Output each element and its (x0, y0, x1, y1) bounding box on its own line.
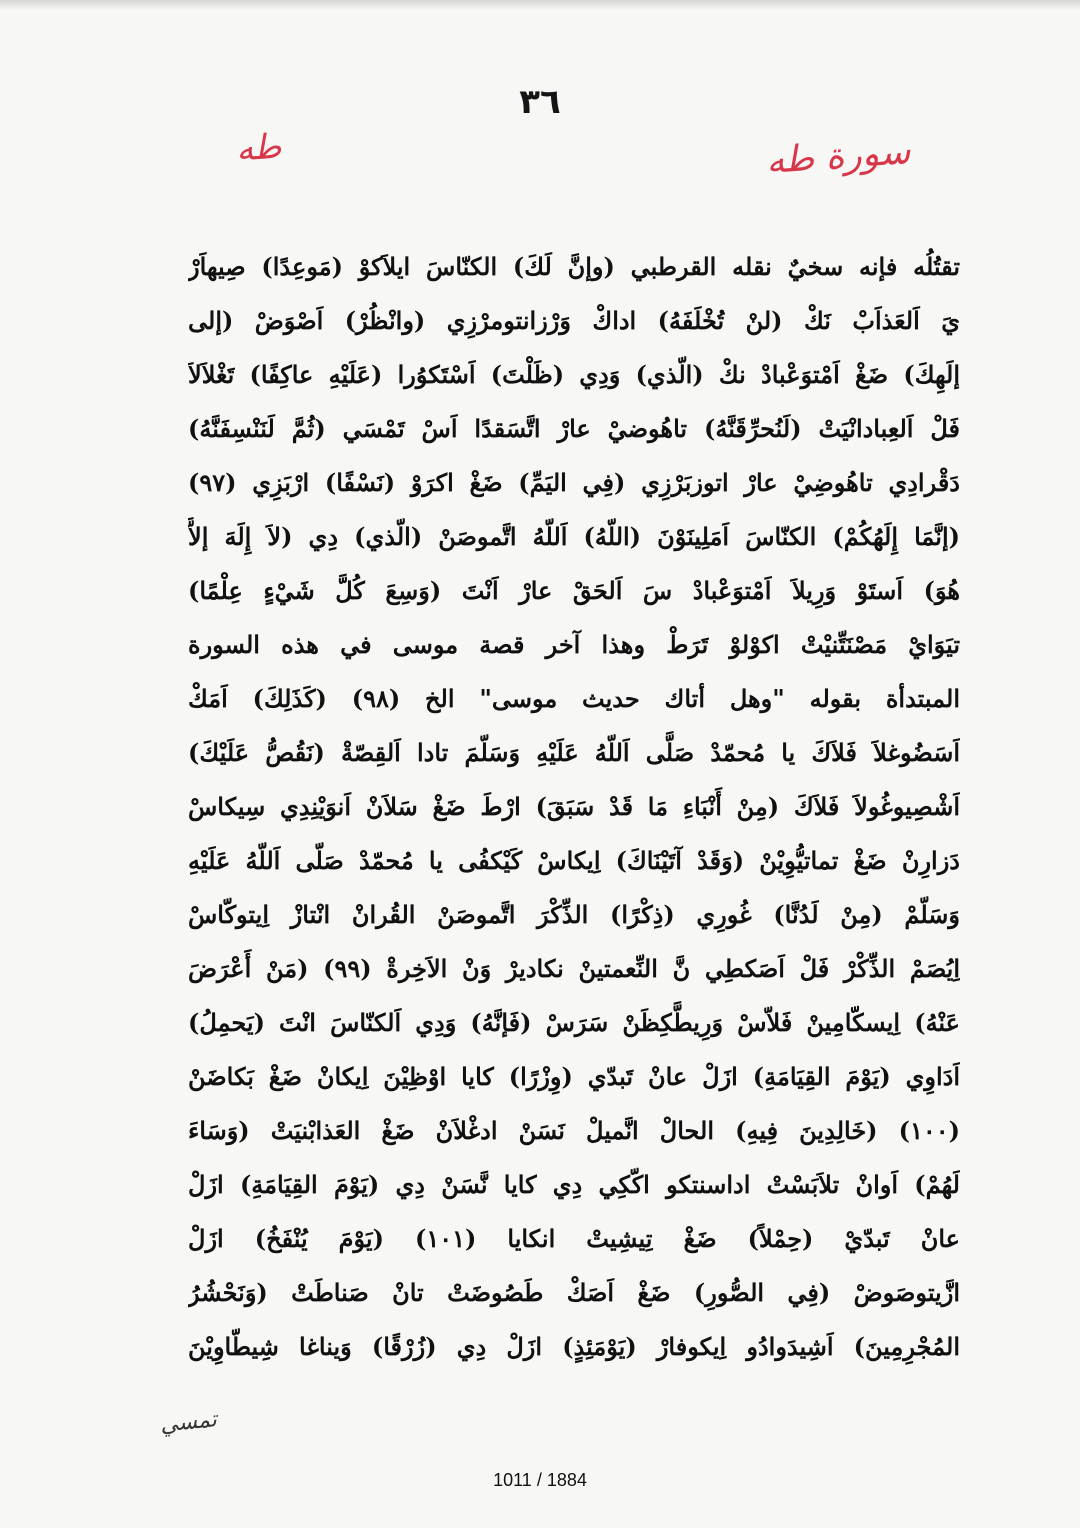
text-line-6: (إنَّمَا إِلَهُكُمْ) الكنّاسَ اَمَلِينَوْنَ (اللّهُ) اَللّهُ اتَّموصَنْ (الّذي) دِي (لاَ إِلَهَ إلاَّ (188, 522, 960, 551)
catchword-note: تمسي (158, 1407, 218, 1438)
text-line-9: المبتدأة بقوله "وهل أتاك حديث موسى" الخ (٩٨) (كَذَلِكَ) اَمَكْ (188, 684, 960, 713)
text-line-17: (١٠٠) (خَالِدِينَ فِيهِ) الحالْ انَّميلْ نَسَنْ ادغْلاَنْ ضَغْ العَذابْنيَتْ (وَسَاءَ (188, 1116, 960, 1145)
text-line-21: المُجْرِمِينَ) اَشِيدَوادُو اِيكوفارْ (يَوْمَئِذٍ) ازَلْ دِي (زُرْقًا) وَيناغا شِيطّاوِيْنَ (188, 1332, 960, 1361)
text-line-12: دَزارِنْ ضَغْ تماتيُّوِيْنْ (وَقَدْ آتَيْنَاكَ) اِيكاسْ كَيْكفُى يا مُحمّدْ صَلّى اَللّهُ عَلَيْهِ (188, 846, 960, 875)
text-line-4: فَلْ اَلعِبادانْيَتْ (لَنُحرِّقَنَّهُ) تاهُوضيْ عارْ اتَّسَقدًا اَسْ تَمْسَي (ثُمَّ لَنَنْسِفَنَّهُ) (188, 414, 960, 443)
text-line-13: وَسَلّمْ (مِنْ لَدُنَّا) غُورِي (ذِكْرًا) الذِّكْرَ اتَّموصَنْ القُرانْ انْتازْ اِيتوكّاسْ (188, 900, 960, 929)
text-line-19: عانْ تَبدّيْ (حِمْلاً) ضَغْ تِيشِيتْ انكايا (١٠١) (يَوْمَ يُنْفَخُ) ازَلْ (188, 1224, 960, 1253)
text-line-5: دَقْرادِي تاهُوضِيْ عارْ اتوزبَرْزِي (فِي اليَمِّ) ضَغْ اكرَوْ (نَسْفًا) ارْبَزِي (٩٧) (188, 468, 960, 497)
margin-note-right: سورة طه (764, 131, 912, 182)
margin-note-left: طه (234, 126, 283, 170)
text-line-1: تقتُلُه فإنه سخيٌ نقله القرطبي (وإنَّ لَكَ) الكنّاسَ ايلاَكوْ (مَوعِدًا) صِيهاَرْ (188, 252, 960, 281)
text-line-20: ازَّيتوصَوضْ (فِي الصُّورِ) ضَغْ اَصَكْ طَصُوضَتْ تانْ صَناطَتْ (وَنَحْشُرُ (188, 1278, 960, 1307)
text-line-11: اَشْصِيوغُولاَ فَلاَكَ (مِنْ أَنْبَاءِ مَا قَدْ سَبَقَ) ارْطَ ضَغْ سَلاَنْ اَنوَيْنِدِي سِيكاسْ (188, 792, 960, 821)
text-line-18: لَهُمْ) اَوانْ تلاَبَسْتْ اداسنتكو اكّكِي دِي كايا نَّسَنْ دِي (يَوْمَ القِيَامَةِ) ازَلْ (188, 1170, 960, 1199)
scan-edge (0, 0, 1080, 10)
text-line-3: إلَهِكَ) ضَغْ اَمْتوَعْبادْ نكْ (الّذي) وَدِي (ظَلْتَ) اَسْتَكوُرا (عَلَيْهِ عاكِفًا) تَغْلاَلاَ (188, 360, 960, 389)
footer-page-counter: 1011 / 1884 (493, 1470, 587, 1490)
text-line-14: اِيُصَمْ الذِّكْرْ فَلْ اَصَكطِي نَّ النِّعمتينْ نكاديرْ وَنْ الاَخِرةْ (٩٩) (مَنْ أَعْرَضَ (188, 954, 960, 983)
text-line-10: اَسَضُوغلاَ فَلاَكَ يا مُحمّدْ صَلَّى اَللّهُ عَلَيْهِ وَسَلّمَ تادا اَلقِصّةْ (نَقُصُّ عَلَيْكَ) (188, 738, 960, 767)
text-line-16: اَدَاوِي (يَوْمَ القِيَامَةِ) ازَلْ عانْ تَبدّي (وِزْرًا) كايا اوْظِيْنَ اِيكانْ ضَغْ بَكاضَنْ (188, 1062, 960, 1091)
text-line-2: يَ اَلعَذاَبْ نَكْ (لنْ تُخْلَفَهُ) اداكْ وَرْزانتومرْزِي (وانْظُرْ) اَصْوَضْ (إلى (188, 306, 960, 335)
text-line-7: هُوَ) اَستَوْ وَرِيلاَ اَمْتوَعْبادْ سَ اَلحَقْ عارْ اَنْتَ (وَسِعَ كُلَّ شَيْءٍ عِلْمًا) (188, 576, 960, 605)
text-line-15: عَنْهُ) اِيسكّامِينْ فَلاّسْ وَرِيطَّكِظَنْ سَرَسْ (فَإنَّهُ) وَدِي اَلكنّاسَ انْتَ (يَحمِلُ) (188, 1008, 960, 1037)
page-number: ٣٦ (519, 82, 561, 122)
text-line-8: تيَوَايْ مَصْنَتِّنيْتْ اكوْلوْ تَرَطْ وهذا آخر قصة موسى في هذه السورة (188, 630, 960, 659)
arabic-body-text (188, 240, 960, 1374)
